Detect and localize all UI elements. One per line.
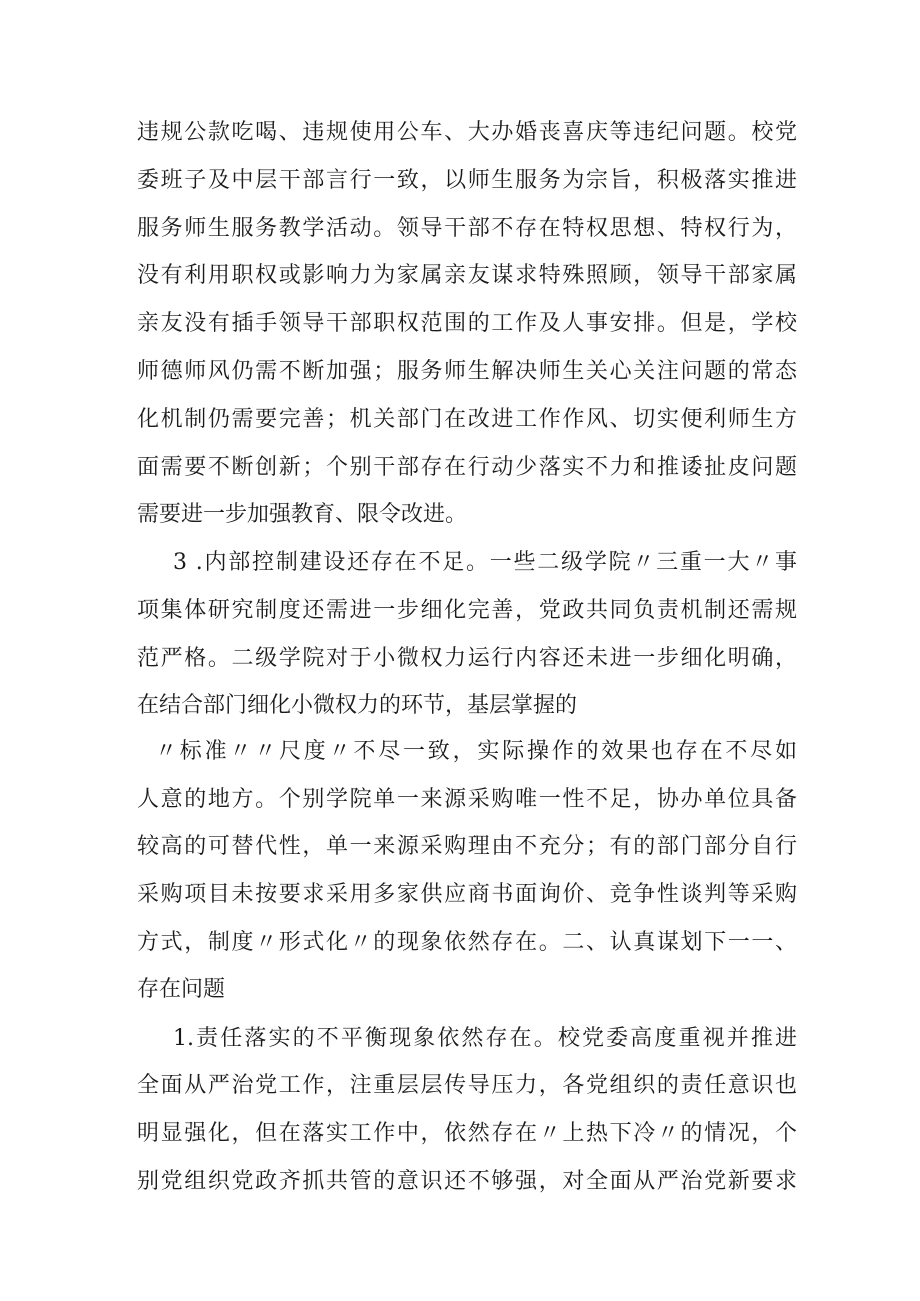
text-line: 范严格。二级学院对于小微权力运行内容还未进一步细化明确， bbox=[137, 646, 797, 671]
text-line: 师德师风仍需不断加强；服务师生解决师生关心关注问题的常态 bbox=[137, 359, 797, 384]
text-line: 明显强化，但在落实工作中，依然存在〃上热下冷〃的情况，个 bbox=[137, 1121, 797, 1146]
text-line: 较高的可替代性，单一来源采购理由不充分；有的部门部分自行 bbox=[137, 834, 797, 859]
text-line: 亲友没有插手领导干部职权范围的工作及人事安排。但是，学校 bbox=[137, 311, 797, 336]
text-line: 需要进一步加强教育、限令改进。 bbox=[137, 502, 468, 527]
text-line: 方式，制度〃形式化〃的现象依然存在。二、认真谋划下一一、 bbox=[137, 930, 797, 955]
paragraph-heading-1: 1.责任落实的不平衡现象依然存在。校党委高度重视并推进 bbox=[173, 1026, 797, 1051]
text-line: 项集体研究制度还需进一步细化完善，党政共同负责机制还需规 bbox=[137, 598, 797, 623]
text-line: 全面从严治党工作，注重层层传导压力，各党组织的责任意识也 bbox=[137, 1073, 797, 1098]
text-line: 服务师生服务教学活动。领导干部不存在特权思想、特权行为， bbox=[137, 216, 797, 241]
text-line: 委班子及中层干部言行一致，以师生服务为宗旨，积极落实推进 bbox=[137, 168, 797, 193]
text-line: 别党组织党政齐抓共管的意识还不够强，对全面从严治党新要求 bbox=[137, 1169, 797, 1194]
text-line: 〃标准〃〃尺度〃不尽一致，实际操作的效果也存在不尽如 bbox=[155, 739, 797, 764]
text-line: 存在问题 bbox=[137, 977, 226, 1002]
text-line: 化机制仍需要完善；机关部门在改进工作作风、切实便利师生方 bbox=[137, 407, 797, 432]
text-line: 人意的地方。个别学院单一来源采购唯一性不足，协办单位具备 bbox=[137, 787, 797, 812]
text-line: 采购项目未按要求采用多家供应商书面询价、竞争性谈判等采购 bbox=[137, 882, 797, 907]
text-line: 面需要不断创新；个别干部存在行动少落实不力和推诿扯皮问题 bbox=[137, 455, 797, 480]
text-line: 在结合部门细化小微权力的环节，基层掌握的 bbox=[137, 693, 578, 718]
text-line: 违规公款吃喝、违规使用公车、大办婚丧喜庆等违纪问题。校党 bbox=[137, 120, 797, 145]
paragraph-heading-3: 3 .内部控制建设还存在不足。一些二级学院〃三重一大〃事 bbox=[173, 550, 797, 575]
text-line: 没有利用职权或影响力为家属亲友谋求特殊照顾，领导干部家属 bbox=[137, 263, 797, 288]
